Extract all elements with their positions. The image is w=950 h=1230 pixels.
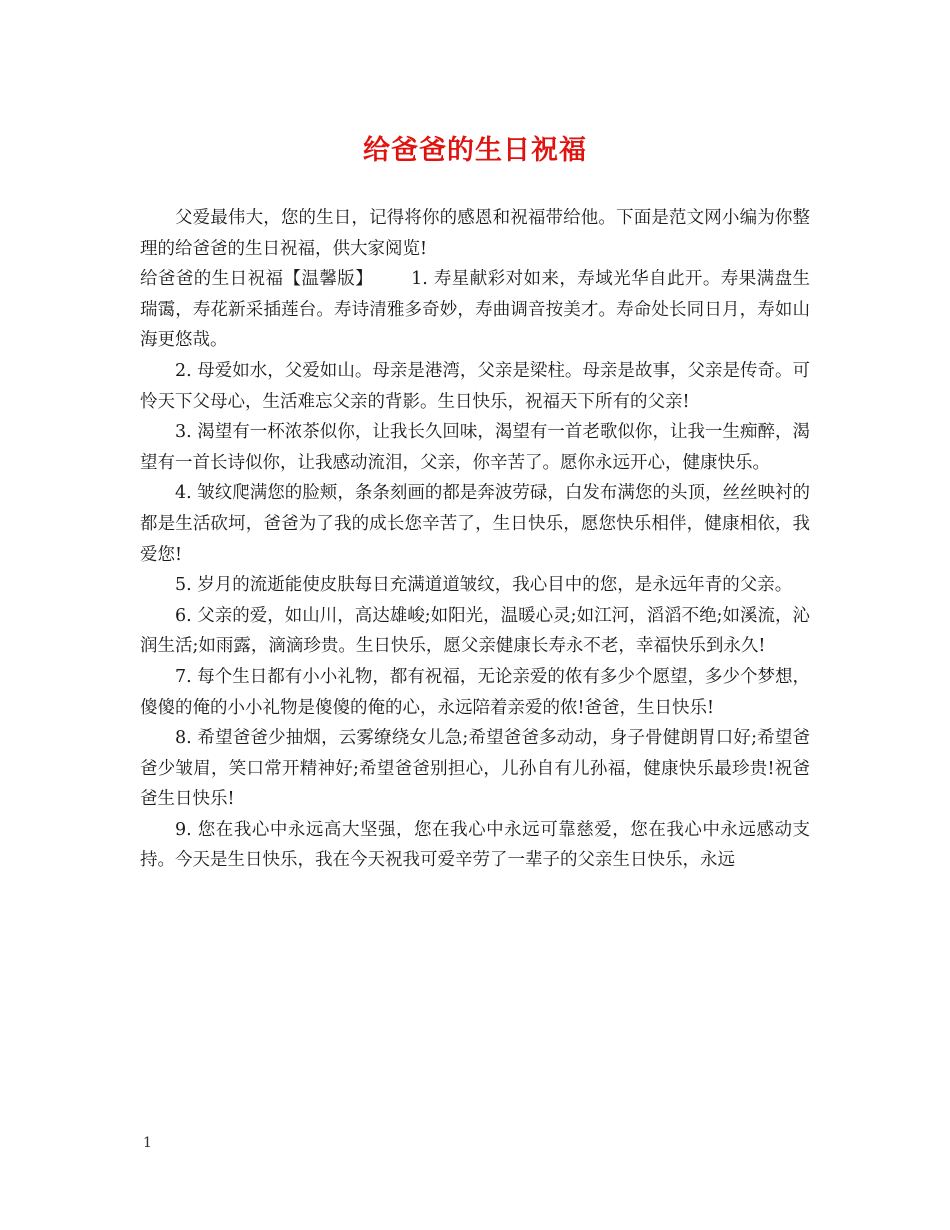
document-body [140,203,810,876]
list-item: 3. 渴望有一杯浓茶似你，让我长久回味，渴望有一首老歌似你，让我一生痴醉，渴望有一首长诗似你，让我感动流泪，父亲，你辛苦了。愿你永远开心，健康快乐。 [140,422,810,473]
page-title: 给爸爸的生日祝福 [363,135,587,166]
list-item: 8. 希望爸爸少抽烟，云雾缭绕女儿急;希望爸爸多动动，身子骨健朗胃口好;希望爸爸少皱眉，笑口常开精神好;希望爸爸别担心，儿孙自有儿孙福，健康快乐最珍贵!祝爸爸生日快乐! [140,728,810,810]
list-item: 7. 每个生日都有小小礼物，都有祝福，无论亲爱的侬有多少个愿望，多少个梦想，傻傻的俺的小小礼物是傻傻的俺的心，永远陪着亲爱的侬!爸爸，生日快乐! [140,666,810,718]
section-paragraph [140,264,810,356]
list-item: 4. 皱纹爬满您的脸颊，条条刻画的都是奔波劳碌，白发布满您的头顶，丝丝映衬的都是生活砍坷，爸爸为了我的成长您辛苦了，生日快乐，愿您快乐相伴，健康相依，我爱您! [140,483,810,565]
list-item: 9. 您在我心中永远高大坚强，您在我心中永远可靠慈爱，您在我心中永远感动支持。今天是生日快乐，我在今天祝我可爱辛劳了一辈子的父亲生日快乐，永远 [140,819,810,871]
list-item: 5. 岁月的流逝能使皮肤每日充满道道皱纹，我心目中的您，是永远年青的父亲。 [175,575,793,596]
page-number: 1 [143,1135,152,1151]
list-item: 2. 母爱如水，父爱如山。母亲是港湾，父亲是梁柱。母亲是故事，父亲是传奇。可怜天下父母心，生活难忘父亲的背影。生日快乐，祝福天下所有的父亲! [140,360,810,412]
list-item: 1. 寿星献彩对如来，寿域光华自此开。寿果满盘生瑞霭，寿花新采插莲台。寿诗清雅多奇妙，寿曲调音按美才。寿命处长同日月，寿如山海更悠哉。 [140,269,810,351]
list-item: 6. 父亲的爱，如山川，高达雄峻;如阳光，温暖心灵;如江河，滔滔不绝;如溪流，沁润生活;如雨露，滴滴珍贵。生日快乐，愿父亲健康长寿永不老，幸福快乐到永久! [140,605,810,657]
intro-paragraph: 父爱最伟大，您的生日，记得将你的感恩和祝福带给他。下面是范文网小编为你整理的给爸爸的生日祝福，供大家阅览! [140,208,810,259]
section-heading: 给爸爸的生日祝福【温馨版】 [140,269,374,290]
